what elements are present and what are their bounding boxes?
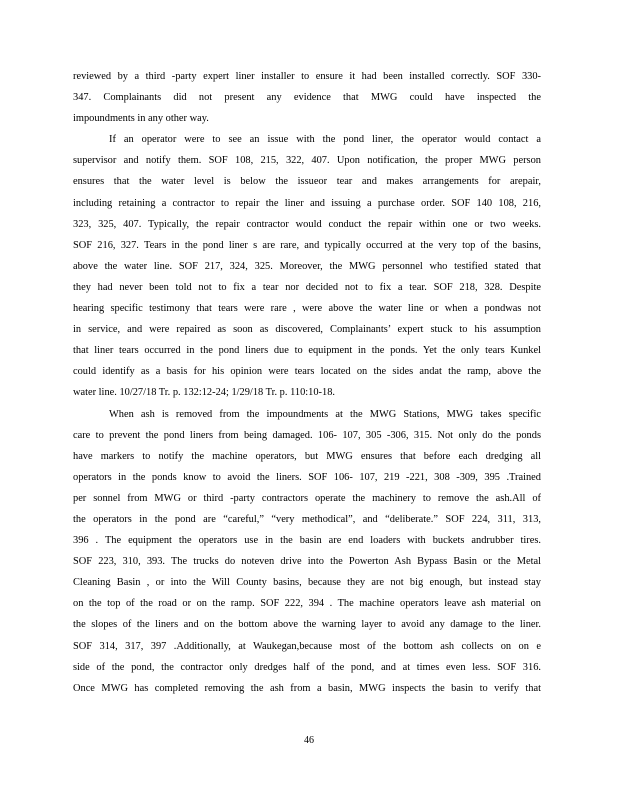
text-line: side of the pond, the contractor only dredges half of the pond, and at times even less. SOF 316. — [73, 661, 541, 673]
text-line: SOF 223, 310, 393. The trucks do noteven drive into the Powerton Ash Bypass Basin or the Metal — [73, 556, 541, 568]
paragraph — [73, 129, 541, 403]
text-line: 323, 325, 407. Typically, the repair contractor would conduct the repair within one or two weeks. — [73, 218, 541, 230]
text-line: water line. 10/27/18 Tr. p. 132:12-24; 1/29/18 Tr. p. 110:10-18. — [73, 387, 335, 399]
text-line: that liner tears occurred in the pond liners due to equipment in the ponds. Yet the only tears Kunkel — [73, 345, 541, 357]
text-line: including retaining a contractor to repair the liner and issuing a purchase order. SOF 140 108, 216, — [73, 197, 541, 209]
text-line: reviewed by a third -party expert liner installer to ensure it had been installed correctly. SOF 330- — [73, 71, 541, 82]
text-line: 347. Complainants did not present any evidence that MWG could have inspected the — [73, 92, 541, 104]
paragraph — [73, 66, 541, 129]
paragraph — [73, 404, 541, 699]
text-line: ensures that the water level is below the issueor tear and makes arrangements for arepair, — [73, 176, 541, 188]
text-line: When ash is removed from the impoundments at the MWG Stations, MWG takes specific — [109, 408, 541, 420]
text-line: supervisor and notify them. SOF 108, 215, 322, 407. Upon notification, the proper MWG person — [73, 155, 541, 167]
body-text — [73, 66, 541, 699]
text-line: on the top of the road or on the ramp. SOF 222, 394 . The machine operators leave ash material on — [73, 598, 541, 610]
text-line: SOF 314, 317, 397 .Additionally, at Waukegan,because most of the bottom ash collects on on e — [73, 640, 541, 652]
text-line: in service, and were repaired as soon as discovered, Complainants’ expert stuck to his assumption — [73, 324, 541, 336]
text-line: 396 . The equipment the operators use in the basin are end loaders with buckets andrubber tires. — [73, 535, 541, 547]
text-line: care to prevent the pond liners from being damaged. 106- 107, 305 -306, 315. Not only do the ponds — [73, 429, 541, 441]
page-number: 46 — [304, 735, 314, 746]
text-line: could identify as a basis for his opinion were tears located on the sides andat the ramp, above the — [73, 366, 541, 378]
text-line: the operators in the pond are “careful,” “very methodical”, and “deliberate.” SOF 224, 311, 313, — [73, 513, 541, 525]
text-line: SOF 216, 327. Tears in the pond liner s are rare, and typically occurred at the very top of the basins, — [73, 239, 541, 251]
text-line: Once MWG has completed removing the ash from a basin, MWG inspects the basin to verify that — [73, 682, 541, 694]
text-line: operators in the ponds know to avoid the liners. SOF 106- 107, 219 -221, 308 -309, 395 .Trained — [73, 471, 541, 483]
text-line: hearing specific testimony that tears were rare , were above the water line or when a pondwas not — [73, 303, 541, 315]
text-line: If an operator were to see an issue with the pond liner, the operator would contact a — [109, 134, 541, 146]
text-line: have markers to notify the machine operators, but MWG ensures that before each dredging all — [73, 450, 541, 462]
text-line: the slopes of the liners and on the bottom above the warning layer to avoid any damage to the liner. — [73, 619, 541, 631]
text-line: above the water line. SOF 217, 324, 325. Moreover, the MWG personnel who testified stated that — [73, 260, 541, 272]
text-line: they had never been told not to fix a tear nor decided not to fix a tear. SOF 218, 328. Despite — [73, 281, 541, 293]
text-line: Cleaning Basin , or into the Will County basins, because they are not big enough, but instead stay — [73, 577, 541, 589]
text-line: per sonnel from MWG or third -party contractors operate the machinery to remove the ash.All of — [73, 492, 541, 504]
text-line: impoundments in any other way. — [73, 113, 209, 125]
